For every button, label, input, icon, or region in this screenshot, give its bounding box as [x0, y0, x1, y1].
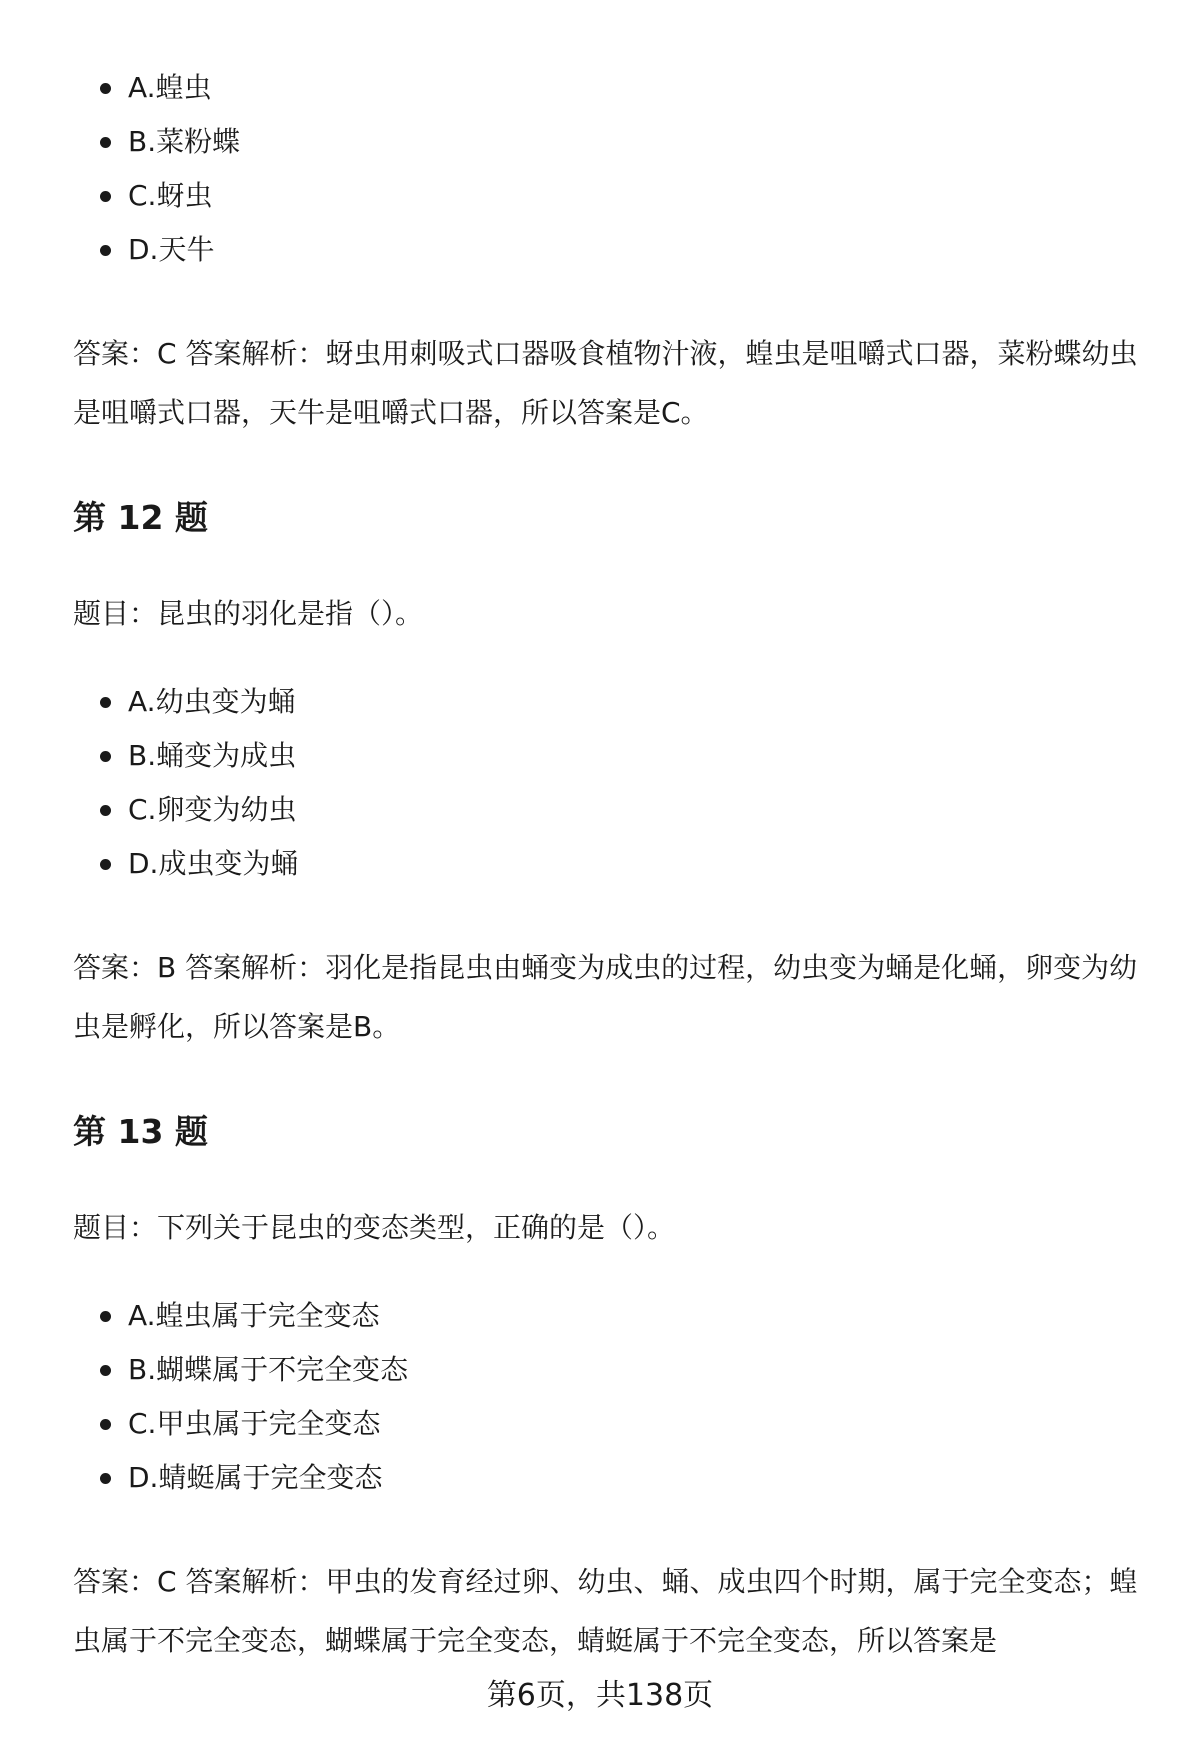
q12-answer: 答案：B 答案解析：羽化是指昆虫由蛹变为成虫的过程，幼虫变为蛹是化蛹，卵变为幼虫是孵化，所以答案是B。 [73, 951, 1138, 1043]
option-d: D.天牛 [128, 230, 214, 270]
q13-answer: 答案：C 答案解析：甲虫的发育经过卵、幼虫、蛹、成虫四个时期，属于完全变态；蝗虫属于不完全变态，蝴蝶属于完全变态，蜻蜓属于不完全变态，所以答案是 [73, 1565, 1138, 1657]
page-footer: 第6页，共138页 [486, 1678, 714, 1713]
q12-heading: 第 12 题 [73, 498, 208, 537]
option-d: D.蜻蜓属于完全变态 [128, 1458, 382, 1498]
q13-question: 题目：下列关于昆虫的变态类型，正确的是（）。 [73, 1211, 676, 1244]
option-b: B.菜粉蝶 [128, 122, 240, 162]
option-b: B.蛹变为成虫 [128, 736, 296, 776]
q11-answer: 答案：C 答案解析：蚜虫用刺吸式口器吸食植物汁液，蝗虫是咀嚼式口器，菜粉蝶幼虫是咀嚼式口器，天牛是咀嚼式口器，所以答案是C。 [73, 337, 1138, 429]
option-a: A.蝗虫属于完全变态 [128, 1296, 380, 1336]
option-b: B.蝴蝶属于不完全变态 [128, 1350, 408, 1390]
option-c: C.卵变为幼虫 [128, 790, 296, 830]
q13-heading: 第 13 题 [73, 1112, 208, 1151]
option-a: A.幼虫变为蛹 [128, 682, 296, 722]
option-c: C.甲虫属于完全变态 [128, 1404, 380, 1444]
option-a: A.蝗虫 [128, 68, 212, 108]
option-c: C.蚜虫 [128, 176, 212, 216]
option-d: D.成虫变为蛹 [128, 844, 298, 884]
q12-question: 题目：昆虫的羽化是指（）。 [73, 597, 424, 630]
